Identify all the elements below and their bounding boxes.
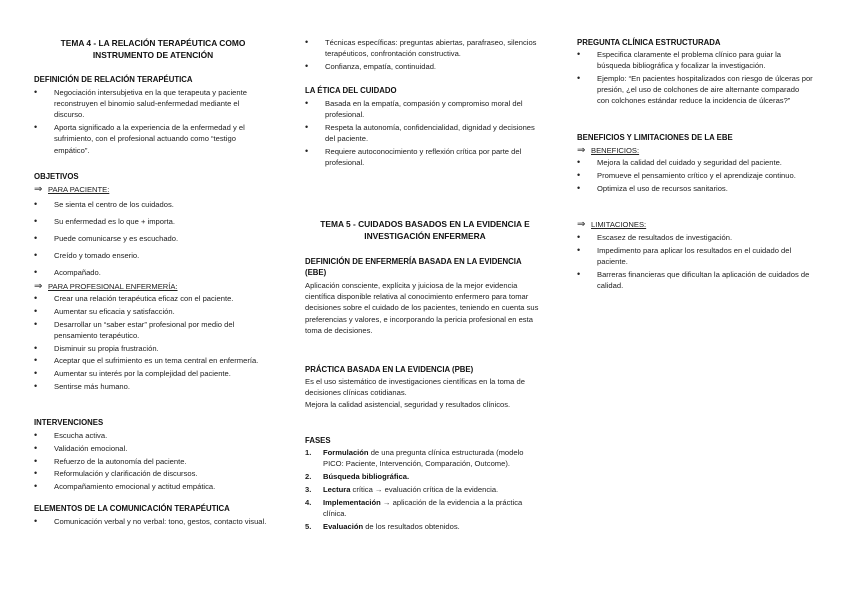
elementos-cont-list: [305, 37, 543, 74]
fases-heading: FASES: [305, 436, 331, 445]
list-item: • Mejora la calidad del cuidado y seguridad del paciente.: [577, 157, 813, 168]
def-relacion-heading: DEFINICIÓN DE RELACIÓN TERAPÉUTICA: [34, 75, 193, 84]
intervenciones-list: [34, 430, 270, 494]
list-item: • Su enfermedad es lo que + importa.: [34, 216, 270, 227]
list-item: • Impedimento para aplicar los resultados en el cuidado del paciente.: [577, 245, 813, 267]
list-item: • Disminuir su propia frustración.: [34, 343, 270, 354]
arrow-icon: ⇒: [577, 219, 586, 230]
fases-list: [305, 447, 543, 533]
pbe-heading: PRÁCTICA BASADA EN LA EVIDENCIA (PBE): [305, 365, 474, 374]
list-item: • Puede comunicarse y es escuchado.: [34, 233, 270, 244]
list-item: • Refuerzo de la autonomía del paciente.: [34, 456, 270, 467]
profesional-list: [34, 293, 270, 394]
list-item: • Aumentar su interés por la complejidad del paciente.: [34, 368, 270, 379]
phase-name: Formulación: [323, 448, 369, 457]
phase-number: 1.: [305, 448, 312, 457]
phase-name: Lectura: [323, 484, 351, 494]
list-item: • Crear una relación terapéutica eficaz con el paciente.: [34, 293, 270, 304]
ebe-definition: Aplicación consciente, explícita y juiciosa de la mejor evidencia científica disponible relativa al conocimiento enfermero para tomar decisiones sobre el cuidado de los pacientes, teniendo en cuenta sus preferencias y valores, e incorporando la pericia profesional en esta toma de decisiones.: [305, 281, 539, 335]
list-item: • Sentirse más humano.: [34, 381, 270, 392]
paciente-subheading: ⇒ PARA PACIENTE:: [34, 184, 110, 195]
phase-item: [305, 447, 543, 469]
phase-number: 4.: [305, 497, 312, 507]
arrow-icon: ⇒: [34, 184, 43, 195]
objetivos-heading: OBJETIVOS: [34, 172, 79, 181]
phase-item: [305, 471, 543, 482]
list-item: • Barreras financieras que dificultan la aplicación de cuidados de calidad.: [577, 269, 813, 291]
limitaciones-subheading: ⇒ LIMITACIONES:: [577, 219, 647, 230]
def-relacion-list: [34, 87, 270, 157]
phase-name: Búsqueda bibliográfica.: [323, 472, 410, 481]
paciente-list: [34, 199, 270, 283]
list-item: • Especifica claramente el problema clínico para guiar la búsqueda bibliográfica y focalizar la investigación.: [577, 49, 813, 71]
list-item: • Se sienta el centro de los cuidados.: [34, 199, 270, 210]
list-item: • Promueve el pensamiento crítico y el aprendizaje continuo.: [577, 170, 813, 181]
phase-item: [305, 484, 543, 495]
tema4-title: TEMA 4 - LA RELACIÓN TERAPÉUTICA COMO INSTRUMENTO DE ATENCIÓN: [60, 38, 246, 60]
phase-name: Implementación: [323, 497, 381, 507]
list-item: • Reformulación y clarificación de discursos.: [34, 468, 270, 479]
phase-item: [305, 497, 543, 519]
phase-description: de una pregunta clínica estructurada (modelo PICO: Paciente, Intervención, Comparación, Outcome).: [323, 448, 524, 469]
list-item: • Técnicas específicas: preguntas abiertas, parafraseo, silencios terapéuticos, confrontación constructiva.: [305, 37, 543, 59]
etica-list: [305, 98, 543, 170]
list-item: • Desarrollar un “saber estar” profesional por medio del pensamiento terapéutico.: [34, 319, 270, 341]
pbe-text-2: Mejora la calidad asistencial, seguridad y resultados clínicos.: [305, 400, 511, 409]
list-item: • Aporta significado a la experiencia de la enfermedad y el sufrimiento, con el profesional actuando como “testigo empático”.: [34, 122, 270, 156]
tema5-title: TEMA 5 - CUIDADOS BASADOS EN LA EVIDENCIA E INVESTIGACIÓN ENFERMERA: [320, 219, 530, 241]
limitaciones-list: [577, 232, 813, 293]
phase-number: 3.: [305, 484, 312, 494]
arrow-icon: ⇒: [577, 145, 586, 156]
list-item: • Negociación intersubjetiva en la que terapeuta y paciente reconstruyen el binomio salud-enfermedad mediante el discurso.: [34, 87, 270, 121]
elementos-list: [34, 516, 270, 529]
list-item: • Confianza, empatía, continuidad.: [305, 61, 543, 72]
pregunta-list: [577, 49, 813, 108]
list-item: • Aumentar su eficacia y satisfacción.: [34, 306, 270, 317]
beneficios-subheading: ⇒ BENEFICIOS:: [577, 145, 640, 156]
phase-description: de los resultados obtenidos.: [363, 521, 460, 531]
list-item: • Validación emocional.: [34, 443, 270, 454]
phase-number: 5.: [305, 521, 312, 531]
pbe-text-1: Es el uso sistemático de investigaciones científicas en la toma de decisiones clínicas cotidianas.: [305, 377, 525, 398]
profesional-subheading: ⇒ PARA PROFESIONAL ENFERMERÍA:: [34, 281, 178, 292]
phase-description: → aplicación de la evidencia a la práctica clínica.: [323, 497, 523, 518]
phase-description: crítica → evaluación crítica de la evidencia.: [350, 484, 499, 494]
list-item: • Requiere autoconocimiento y reflexión crítica por parte del profesional.: [305, 146, 543, 168]
pregunta-heading: PREGUNTA CLÍNICA ESTRUCTURADA: [577, 38, 721, 47]
list-item: • Ejemplo: “En pacientes hospitalizados con riesgo de úlceras por presión, ¿el uso de colchones de aire alternante comparado con colchones estándar reduce la incidencia de úlceras?”: [577, 73, 813, 107]
list-item: • Comunicación verbal y no verbal: tono, gestos, contacto visual.: [34, 516, 270, 527]
arrow-icon: ⇒: [34, 281, 43, 292]
list-item: • Creído y tomado enserio.: [34, 250, 270, 261]
etica-heading: LA ÉTICA DEL CUIDADO: [305, 86, 397, 95]
beneficios-list: [577, 157, 813, 195]
elementos-heading: ELEMENTOS DE LA COMUNICACIÓN TERAPÉUTICA: [34, 504, 230, 513]
intervenciones-heading: INTERVENCIONES: [34, 418, 104, 427]
phase-name: Evaluación: [323, 521, 364, 531]
list-item: • Escucha activa.: [34, 430, 270, 441]
beneficios-limitaciones-heading: BENEFICIOS Y LIMITACIONES DE LA EBE: [577, 133, 733, 142]
list-item: • Aceptar que el sufrimiento es un tema central en enfermería.: [34, 355, 270, 366]
list-item: • Acompañamiento emocional y actitud empática.: [34, 481, 270, 492]
ebe-heading: DEFINICIÓN DE ENFERMERÍA BASADA EN LA EVIDENCIA (EBE): [305, 257, 522, 278]
list-item: • Escasez de resultados de investigación.: [577, 232, 813, 243]
list-item: • Basada en la empatía, compasión y compromiso moral del profesional.: [305, 98, 543, 120]
phase-item: [305, 521, 543, 532]
phase-number: 2.: [305, 472, 312, 481]
list-item: • Optimiza el uso de recursos sanitarios.: [577, 183, 813, 194]
list-item: • Respeta la autonomía, confidencialidad, dignidad y decisiones del paciente.: [305, 122, 543, 144]
list-item: • Acompañado.: [34, 267, 270, 278]
